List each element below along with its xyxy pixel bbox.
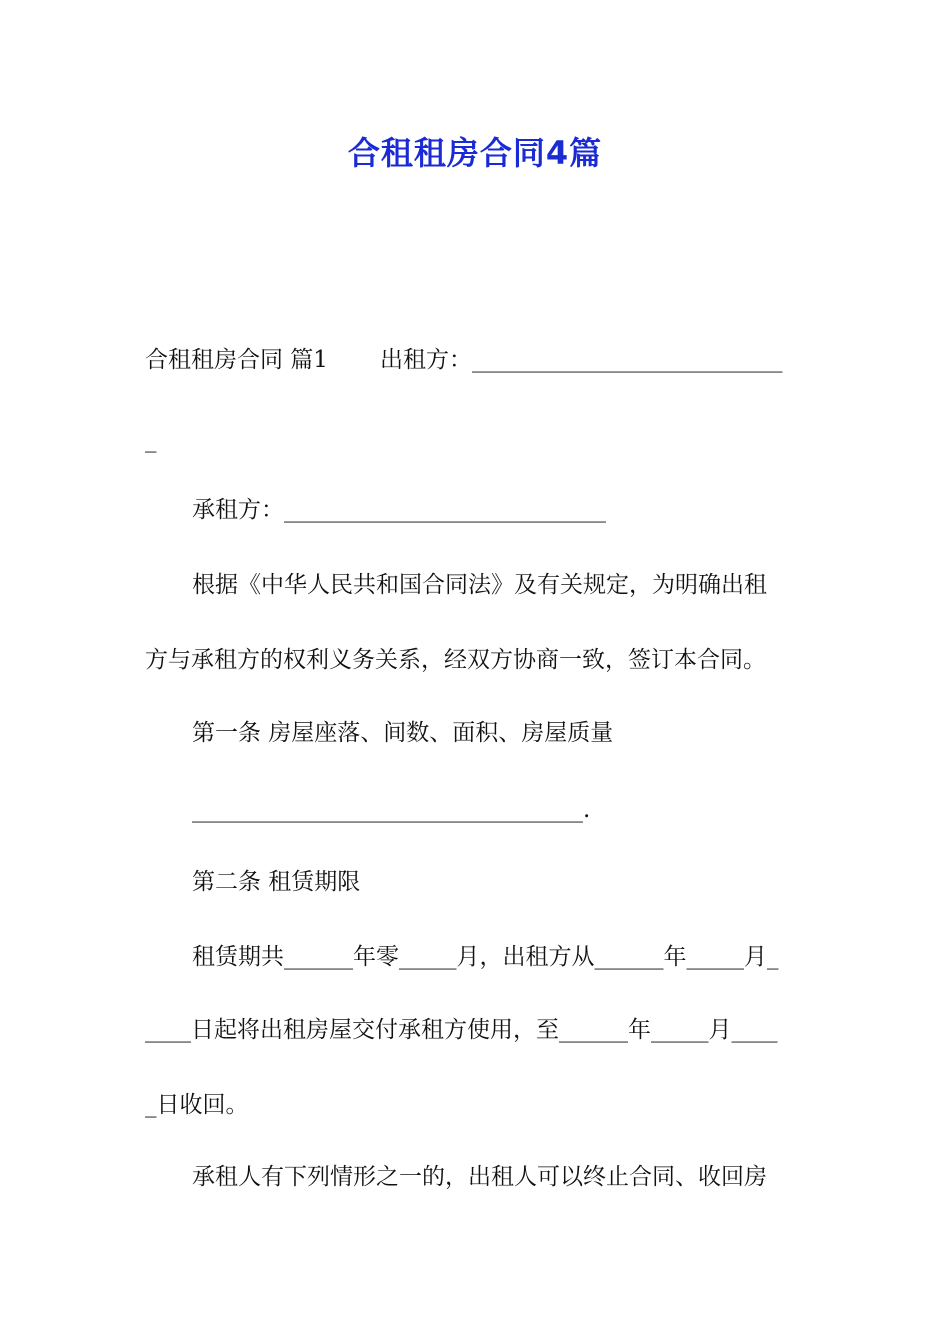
paragraph-line: 租赁期共______年零_____月，出租方从______年_____月_: [192, 944, 779, 970]
article-2-heading: 第二条 租赁期限: [192, 869, 361, 895]
paragraph-line: ____日起将出租房屋交付承租方使用，至______年_____月____: [145, 1017, 778, 1043]
paragraph-line: _日收回。: [145, 1092, 249, 1118]
paragraph-line: 方与承租方的权利义务关系，经双方协商一致，签订本合同。: [145, 647, 766, 673]
paragraph-line: 根据《中华人民共和国合同法》及有关规定，为明确出租: [192, 572, 767, 598]
lessee-field: 承租方：____________________________: [192, 497, 606, 523]
document-title: 合租租房合同4篇: [347, 134, 603, 172]
section-heading-line: [145, 345, 782, 375]
article-1-blank: __________________________________.: [192, 797, 591, 823]
section-heading: 合租租房合同 篇1: [145, 347, 328, 373]
lessor-field-continued: _: [145, 427, 157, 453]
lessor-field: 出租方：___________________________: [379, 347, 783, 373]
paragraph-line: 承租人有下列情形之一的，出租人可以终止合同、收回房: [192, 1164, 767, 1190]
article-1-heading: 第一条 房屋座落、间数、面积、房屋质量: [192, 720, 614, 746]
